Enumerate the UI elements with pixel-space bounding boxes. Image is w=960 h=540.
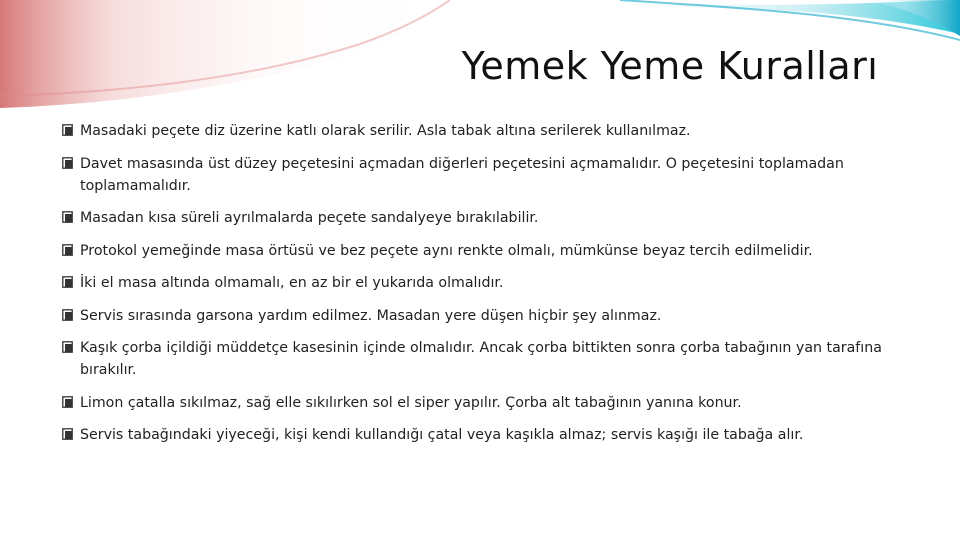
bullet-text: Kaşık çorba içildiği müddetçe kasesinin içinde olmalıdır. Ancak çorba bittikten sonra çorba tabağının yan tarafına bırakılır.	[80, 340, 882, 378]
checkbox-square-icon	[62, 157, 74, 170]
checkbox-square-icon	[62, 341, 74, 354]
list-item	[62, 153, 922, 197]
list-item	[62, 337, 922, 381]
bullet-text: İki el masa altında olmamalı, en az bir el yukarıda olmalıdır.	[80, 275, 504, 291]
checkbox-square-icon	[62, 211, 74, 224]
bullet-text: Protokol yemeğinde masa örtüsü ve bez peçete aynı renkte olmalı, mümkünse beyaz tercih edilmelidir.	[80, 242, 813, 259]
bullet-text: Servis sırasında garsona yardım edilmez. Masadan yere düşen hiçbir şey alınmaz.	[80, 307, 662, 324]
bullet-text: Masadan kısa süreli ayrılmalarda peçete sandalyeye bırakılabilir.	[80, 210, 539, 226]
red-swoosh-shape	[0, 0, 460, 108]
list-item	[62, 424, 922, 446]
checkbox-square-icon	[62, 309, 74, 322]
list-item	[62, 392, 922, 414]
bullet-text: Limon çatalla sıkılmaz, sağ elle sıkılırken sol el siper yapılır. Çorba alt tabağının yanına konur.	[80, 394, 742, 411]
list-item	[62, 272, 922, 294]
bullet-text: Davet masasında üst düzey peçetesini açmadan diğerleri peçetesini açmamalıdır. O peçetesini toplamadan toplamamalıdır.	[80, 155, 844, 194]
list-item	[62, 120, 922, 142]
checkbox-square-icon	[62, 428, 74, 441]
list-item	[62, 305, 922, 327]
bullet-list	[62, 120, 922, 457]
checkbox-square-icon	[62, 244, 74, 257]
list-item	[62, 207, 922, 229]
bullet-text: Masadaki peçete diz üzerine katlı olarak serilir. Asla tabak altına serilerek kullanılmaz.	[80, 123, 691, 139]
list-item	[62, 240, 922, 262]
checkbox-square-icon	[62, 276, 74, 289]
checkbox-square-icon	[62, 124, 74, 137]
slide-title: Yemek Yeme Kuralları	[461, 44, 879, 88]
checkbox-square-icon	[62, 396, 74, 409]
bullet-text: Servis tabağındaki yiyeceği, kişi kendi kullandığı çatal veya kaşıkla almaz; servis kaşığı ile tabağa alır.	[80, 427, 804, 443]
